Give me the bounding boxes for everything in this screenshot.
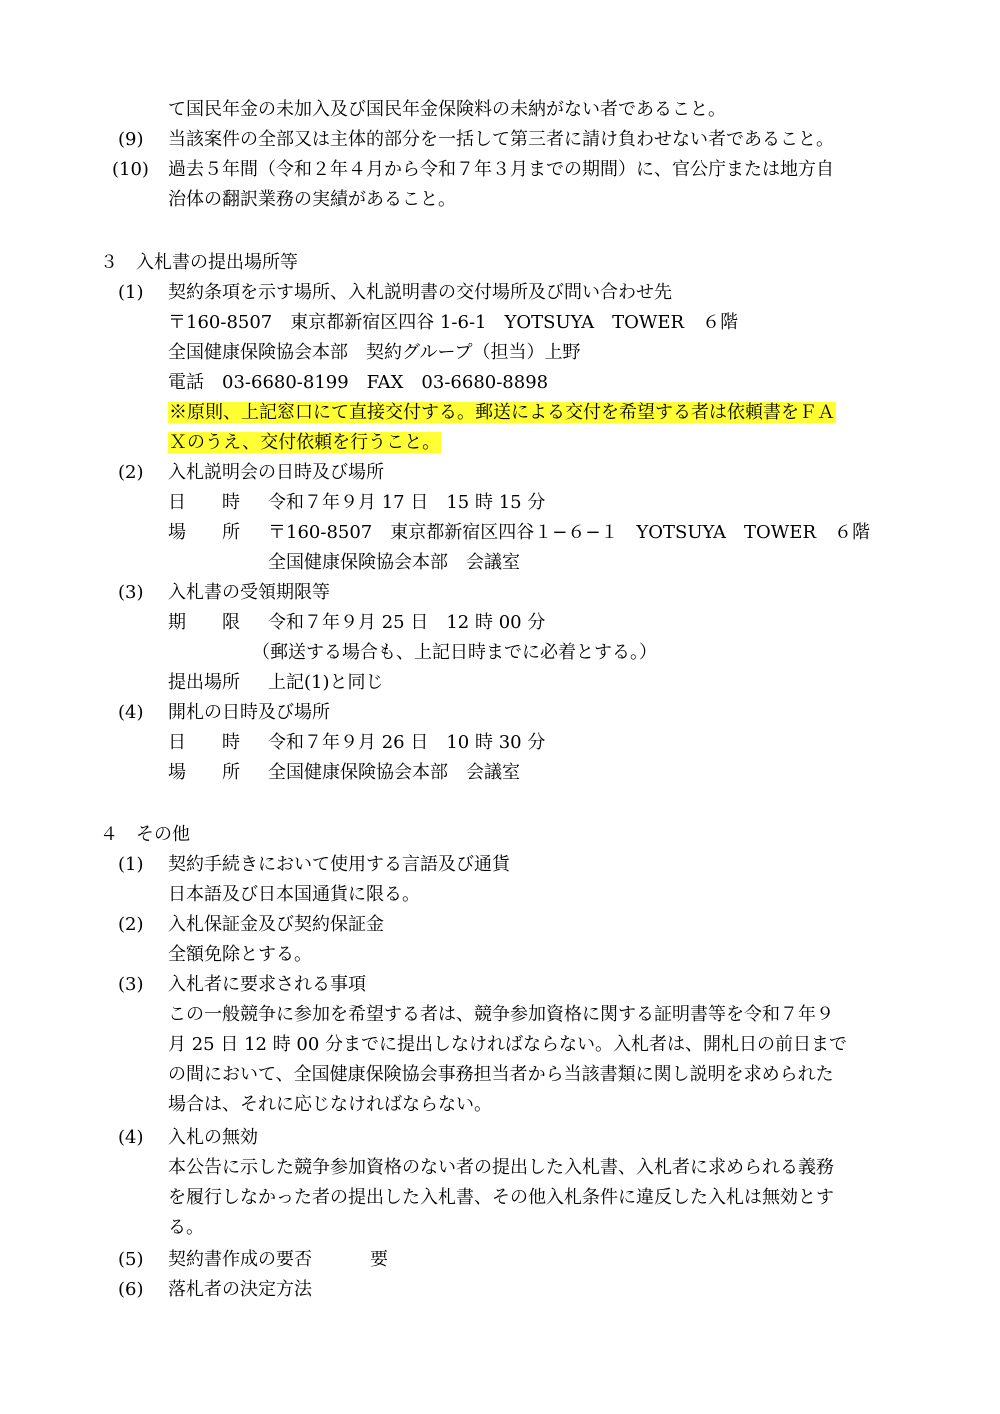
deadline-note: （郵送する場合も、上記日時までに必着とする。）	[252, 642, 657, 663]
item-body: る。	[168, 1217, 204, 1238]
item-value: 要	[370, 1249, 388, 1270]
highlighted-note	[168, 398, 836, 428]
deadline-row	[168, 608, 545, 638]
highlight-text: ※原則、上記窓口にて直接交付する。郵送による交付を希望する者は依頼書をＦＡ	[169, 402, 835, 423]
highlight-text: Ｘのうえ、交付依頼を行うこと。	[169, 432, 441, 453]
submit-row	[168, 668, 384, 698]
continuation-line: て国民年金の未加入及び国民年金保険料の未納がない者であること。	[168, 99, 726, 120]
field-label: 提出場所	[168, 672, 240, 693]
item-title: 契約書作成の要否	[168, 1249, 312, 1270]
field-label: 場 所	[168, 762, 240, 783]
field-value: 全国健康保険協会本部 会議室	[268, 762, 520, 783]
place-row	[168, 758, 520, 788]
item-number: (10)	[112, 159, 149, 180]
date-row	[168, 728, 545, 758]
item-number: (5)	[118, 1249, 144, 1270]
section-heading: ４ その他	[100, 824, 190, 845]
item-body: 全額免除とする。	[168, 944, 312, 965]
item-body: 本公告に示した競争参加資格のない者の提出した入札書、入札者に求められる義務	[168, 1157, 834, 1178]
item-number: (3)	[118, 974, 144, 995]
item-number: (1)	[118, 282, 144, 303]
item-body: の間において、全国健康保険協会事務担当者から当該書類に関し説明を求められた	[168, 1064, 834, 1085]
field-label: 場 所	[168, 522, 240, 543]
item-body: 日本語及び日本国通貨に限る。	[168, 884, 420, 905]
field-value: 令和７年９月 26 日 10 時 30 分	[268, 732, 546, 753]
item-title: 契約条項を示す場所、入札説明書の交付場所及び問い合わせ先	[168, 282, 672, 303]
item-title: 契約手続きにおいて使用する言語及び通貨	[168, 854, 510, 875]
item-number: (4)	[118, 1127, 144, 1148]
section-heading: ３ 入札書の提出場所等	[100, 252, 298, 273]
item-title: 入札者に要求される事項	[168, 974, 366, 995]
place-row	[168, 518, 870, 548]
field-label: 日 時	[168, 492, 240, 513]
field-value: 令和７年９月 17 日 15 時 15 分	[268, 492, 546, 513]
item-number: (1)	[118, 854, 144, 875]
field-label: 期 限	[168, 612, 240, 633]
field-label: 日 時	[168, 732, 240, 753]
field-value: 令和７年９月 25 日 12 時 00 分	[268, 612, 546, 633]
item-title: 入札保証金及び契約保証金	[168, 914, 384, 935]
item-body: 場合は、それに応じなければならない。	[168, 1094, 492, 1115]
highlighted-note	[168, 428, 441, 458]
address-line: 〒160-8507 東京都新宿区四谷 1-6-1 YOTSUYA TOWER ６階	[168, 312, 739, 333]
item-body: 月 25 日 12 時 00 分までに提出しなければならない。入札者は、開札日の前日まで	[168, 1034, 848, 1055]
item-number: (2)	[118, 462, 144, 483]
org-line: 全国健康保険協会本部 契約グループ（担当）上野	[168, 342, 581, 363]
item-title: 入札の無効	[168, 1127, 258, 1148]
item-number: (4)	[118, 702, 144, 723]
item-number: (9)	[118, 129, 144, 150]
item-number: (2)	[118, 914, 144, 935]
item-title: 入札説明会の日時及び場所	[168, 462, 384, 483]
tel-line: 電話 03-6680-8199 FAX 03-6680-8898	[168, 372, 549, 393]
item-number: (3)	[118, 582, 144, 603]
field-value: 〒160-8507 東京都新宿区四谷１−６−１ YOTSUYA TOWER ６階	[268, 522, 870, 543]
item-text: 過去５年間（令和２年４月から令和７年３月までの期間）に、官公庁または地方自	[168, 159, 834, 180]
item-title: 入札書の受領期限等	[168, 582, 330, 603]
item-title: 落札者の決定方法	[168, 1279, 312, 1300]
item-body: この一般競争に参加を希望する者は、競争参加資格に関する証明書等を令和７年９	[168, 1004, 834, 1025]
item-title: 開札の日時及び場所	[168, 702, 330, 723]
item-text: 当該案件の全部又は主体的部分を一括して第三者に請け負わせない者であること。	[168, 129, 834, 150]
place-row-cont: 全国健康保険協会本部 会議室	[268, 552, 520, 573]
field-value: 上記(1)と同じ	[268, 672, 384, 693]
item-number: (6)	[118, 1279, 144, 1300]
item-text: 治体の翻訳業務の実績があること。	[168, 189, 456, 210]
item-body: を履行しなかった者の提出した入札書、その他入札条件に違反した入札は無効とす	[168, 1187, 834, 1208]
date-row	[168, 488, 545, 518]
